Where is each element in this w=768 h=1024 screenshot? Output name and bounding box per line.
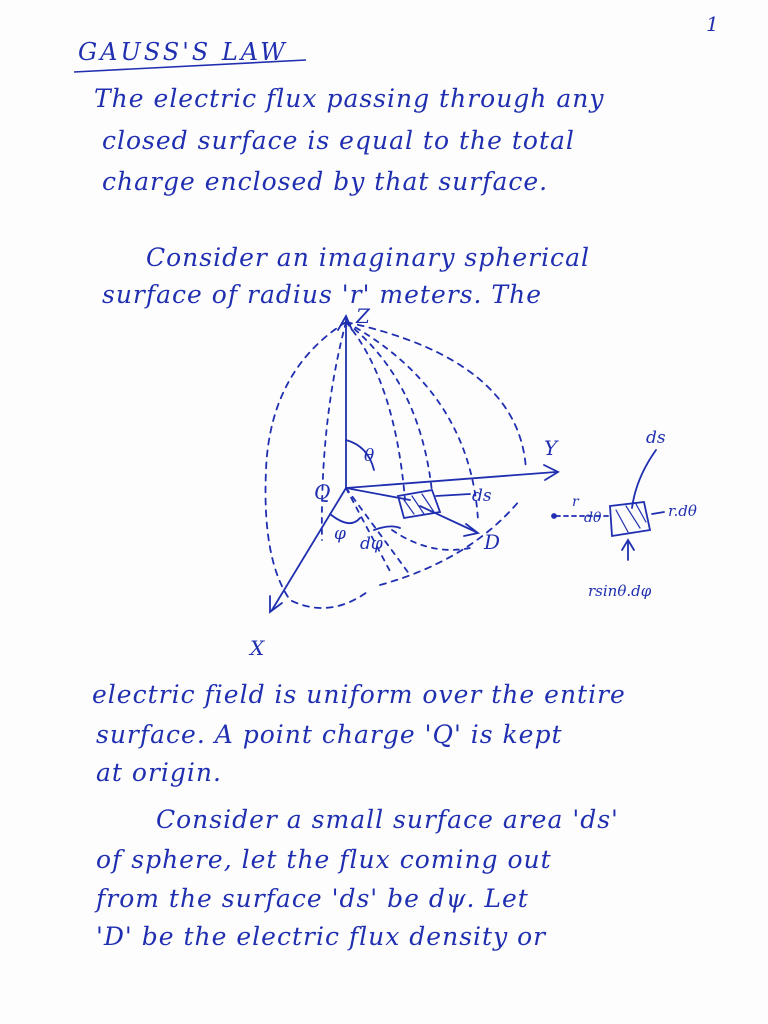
page-number: 1 [706,12,720,36]
radius-line [346,488,410,500]
inset-rdtheta-label: r.dθ [668,502,697,520]
d-vector [420,506,476,532]
ds-arrow [436,494,470,496]
inset-ds-pointer [632,450,656,508]
x-axis [272,488,346,610]
inset-dtheta-label: dθ [584,510,602,526]
inset-rsin-label: rsinθ.dφ [588,582,652,600]
para2-line1: Consider an imaginary spherical [146,243,590,272]
para4-line1: Consider a small surface area 'ds' [156,805,619,834]
meridian-2 [346,322,432,492]
page-heading: GAUSS'S LAW [78,38,288,66]
patch-ds [398,490,440,518]
sphere-arc-left [266,322,371,608]
para3-line1: electric field is uniform over the entire [92,680,626,709]
para2-line2: surface of radius 'r' meters. The [102,280,542,309]
d-vector-arrowhead [464,524,478,536]
y-axis [346,472,556,488]
x-axis-label: X [250,636,265,660]
dphi-label: dφ [360,534,383,554]
theta-label: θ [364,446,375,466]
inset-hatching [616,504,646,532]
patch-hatching [404,494,434,514]
phi-arc [330,514,360,523]
para4-line4: 'D' be the electric flux density or [96,922,547,951]
parallel-1 [392,530,470,550]
meridian-1 [346,322,405,500]
para1-line3: charge enclosed by that surface. [102,167,549,196]
d-vector-label: D [484,530,501,554]
para3-line3: at origin. [96,758,222,787]
z-axis-arrowhead [338,316,352,330]
meridian-4 [322,322,346,540]
y-axis-arrowhead [544,465,558,480]
meridian-3 [346,322,478,520]
phi-label: φ [334,524,346,544]
dphi-arc [374,526,400,530]
para1-line1: The electric flux passing through any [94,84,605,113]
charge-q-label: Q [314,480,331,504]
ds-label: ds [472,486,492,506]
radial-2 [346,488,410,575]
para4-line2: of sphere, let the flux coming out [96,845,552,874]
inset-ds-label: ds [646,428,666,448]
z-axis-label: Z [356,304,370,328]
para1-line2: closed surface is equal to the total [102,126,575,155]
para4-line3: from the surface 'ds' be dψ. Let [96,884,529,913]
radial-1 [346,488,392,575]
inset-rdtheta-pointer [652,512,664,514]
inset-patch [610,502,650,536]
inset-origin-dot [552,514,556,518]
inset-rsin-arrowhead [622,540,634,550]
para3-line2: surface. A point charge 'Q' is kept [96,720,563,749]
inset-r-label: r [572,494,579,510]
x-axis-arrowhead [270,596,282,612]
y-axis-label: Y [544,436,558,460]
